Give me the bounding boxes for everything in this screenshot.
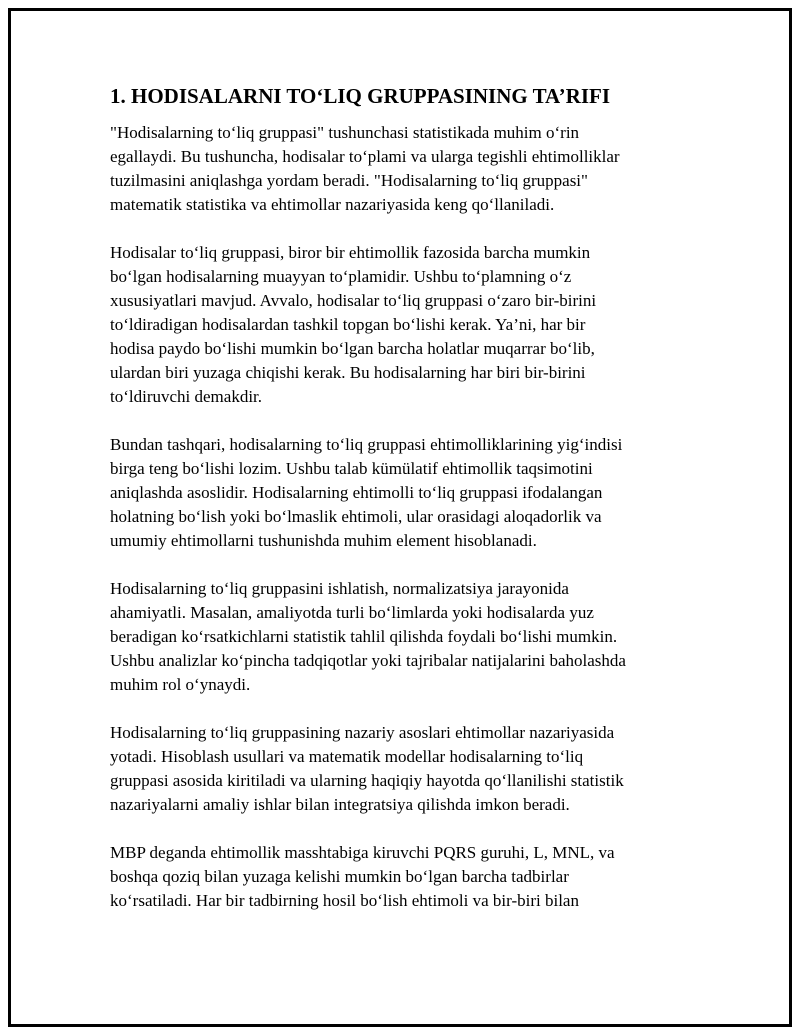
paragraph-2: Hodisalar to‘liq gruppasi, biror bir ehtimollik fazosida barcha mumkin bo‘lgan hodisalarning muayyan to‘plamidir. Ushbu to‘plamning o‘z xususiyatlari mavjud. Avvalo, hodisalar to‘liq gruppasi o‘zaro bir-birini to‘ldiradigan hodisalardan tashkil topgan bo‘lishi kerak. Ya’ni, har bir hodisa paydo bo‘lishi mumkin bo‘lgan barcha holatlar muqarrar bo‘lib, ulardan biri yuzaga chiqishi kerak. Bu hodisalarning har biri bir-birini to‘ldiruvchi demakdir.: [110, 243, 597, 406]
paragraph-3: Bundan tashqari, hodisalarning to‘liq gruppasi ehtimolliklarining yig‘indisi birga teng bo‘lishi lozim. Ushbu talab kümülatif ehtimollik taqsimotini aniqlashda asoslidir. Hodisalarning ehtimolli to‘liq gruppasi ifodalangan holatning bo‘lish yoki bo‘lmaslik ehtimoli, ular orasidagi aloqadorlik va umumiy ehtimollarni tushunishda muhim element hisoblanadi.: [110, 435, 623, 550]
paragraph-1: "Hodisalarning to‘liq gruppasi" tushunchasi statistikada muhim o‘rin egallaydi. Bu tushuncha, hodisalar to‘plami va ularga tegishli ehtimolliklar tuzilmasini aniqlashga yordam beradi. "Hodisalarning to‘liq gruppasi" matematik statistika va ehtimollar nazariyasida keng qo‘llaniladi.: [110, 123, 620, 214]
document-body: [110, 82, 680, 937]
paragraph-4: Hodisalarning to‘liq gruppasini ishlatish, normalizatsiya jarayonida ahamiyatli. Masalan, amaliyotda turli bo‘limlarda yoki hodisalarda yuz beradigan ko‘rsatkichlarni statistik tahlil qilishda foydali bo‘lishi mumkin. Ushbu analizlar ko‘pincha tadqiqotlar yoki tajribalar natijalarini baholashda muhim rol o‘ynaydi.: [110, 579, 626, 694]
paragraph-5: Hodisalarning to‘liq gruppasining nazariy asoslari ehtimollar nazariyasida yotadi. Hisoblash usullari va matematik modellar hodisalarning to‘liq gruppasi asosida kiritiladi va ularning haqiqiy hayotda qo‘llanilishi statistik nazariyalarni amaliy ishlar bilan integratsiya qilishda imkon beradi.: [110, 723, 624, 814]
paragraph-6: MBP deganda ehtimollik masshtabiga kiruvchi PQRS guruhi, L, MNL, va boshqa qoziq bilan yuzaga kelishi mumkin bo‘lgan barcha tadbirlar ko‘rsatiladi. Har bir tadbirning hosil bo‘lish ehtimoli va bir-biri bilan: [110, 843, 615, 910]
document-title: 1. HODISALARNI TO‘LIQ GRUPPASINING TA’RIFI: [110, 84, 610, 108]
